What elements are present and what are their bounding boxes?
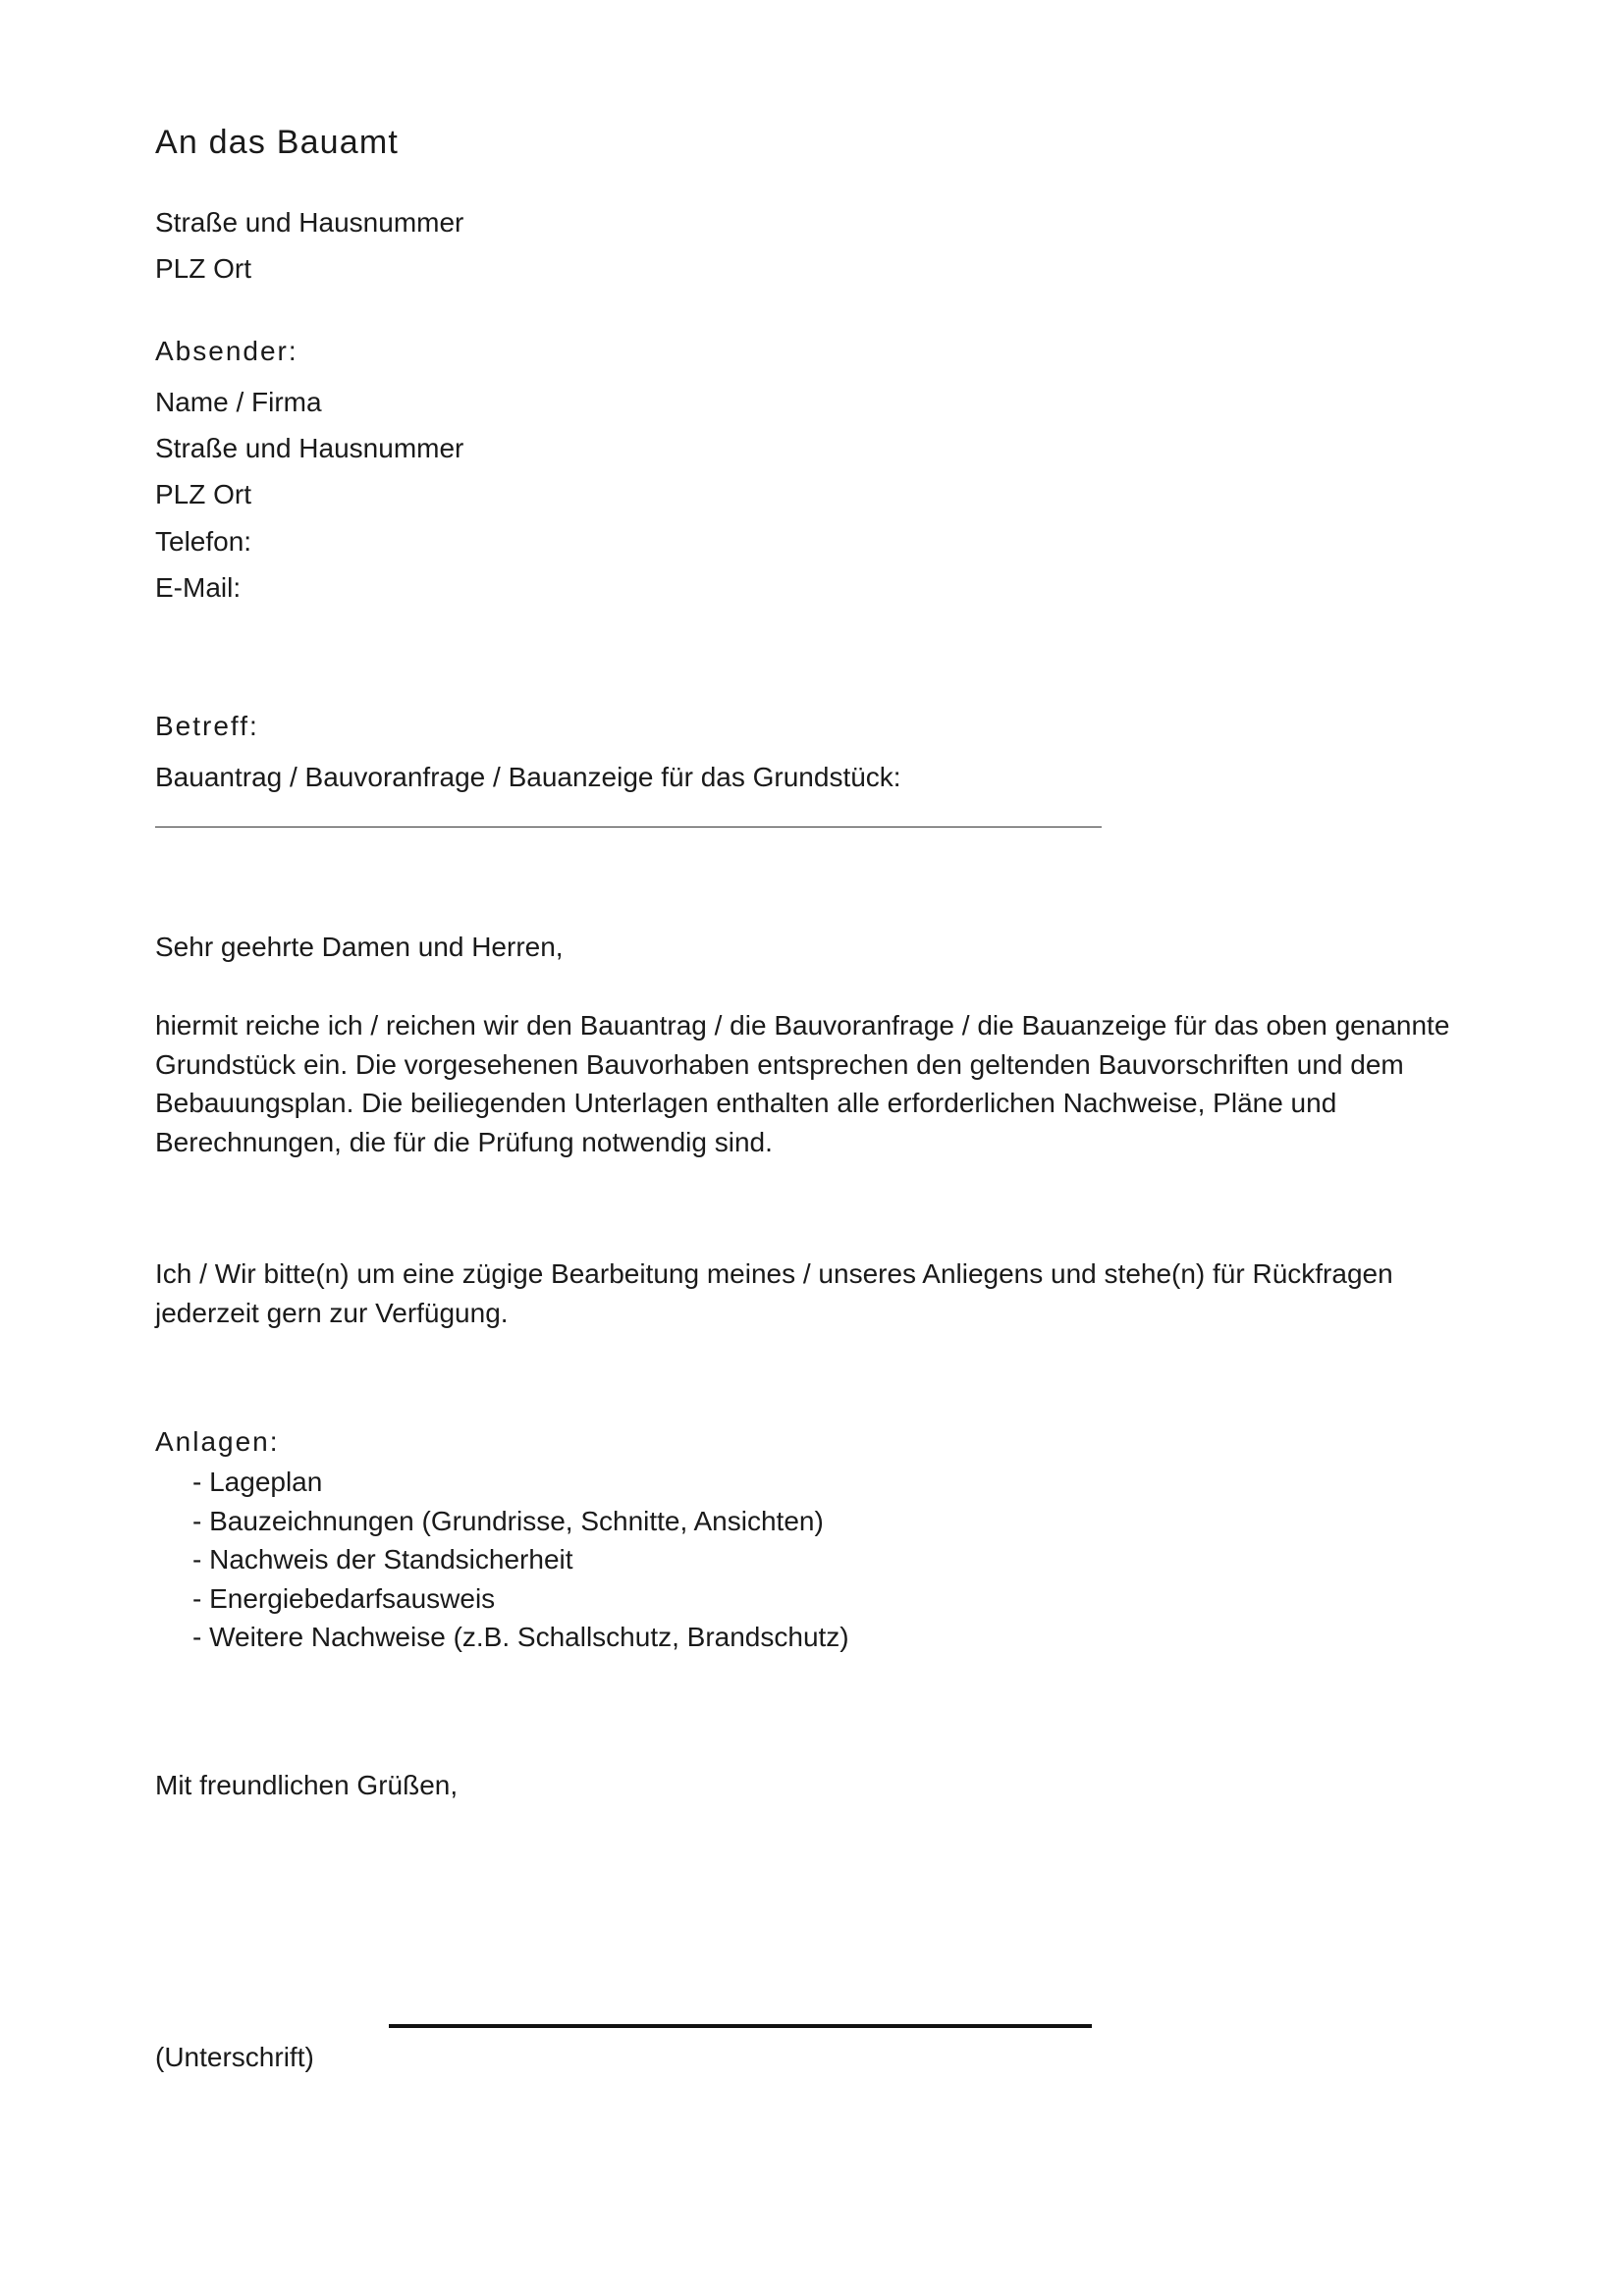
subject-text: Bauantrag / Bauvoranfrage / Bauanzeige für das Grundstück: bbox=[155, 762, 901, 792]
signature-label: (Unterschrift) bbox=[155, 2042, 314, 2072]
sender-email: E-Mail: bbox=[155, 572, 242, 603]
recipient-title: An das Bauamt bbox=[155, 124, 400, 161]
sender-label: Absender: bbox=[155, 336, 298, 366]
salutation: Sehr geehrte Damen und Herren, bbox=[155, 932, 564, 962]
list-item: - Weitere Nachweise (z.B. Schallschutz, Brandschutz) bbox=[192, 1622, 849, 1652]
sender-city: PLZ Ort bbox=[155, 479, 252, 509]
paragraph-line: Berechnungen, die für die Prüfung notwendig sind. bbox=[155, 1126, 773, 1157]
sender-street: Straße und Hausnummer bbox=[155, 433, 464, 463]
subject-label: Betreff: bbox=[155, 711, 259, 741]
list-item: - Energiebedarfsausweis bbox=[192, 1582, 496, 1614]
attachments-label: Anlagen: bbox=[155, 1426, 280, 1457]
attachments-list bbox=[192, 1463, 849, 1657]
paragraph-line: jederzeit gern zur Verfügung. bbox=[155, 1297, 509, 1328]
recipient-street: Straße und Hausnummer bbox=[155, 207, 464, 238]
sender-name: Name / Firma bbox=[155, 387, 322, 417]
signature-line bbox=[389, 2024, 1092, 2028]
body-paragraph-1 bbox=[155, 1006, 1471, 1161]
body-paragraph-2 bbox=[155, 1255, 1471, 1332]
sender-phone: Telefon: bbox=[155, 526, 252, 557]
recipient-city: PLZ Ort bbox=[155, 253, 252, 284]
closing-greeting: Mit freundlichen Grüßen, bbox=[155, 1770, 459, 1800]
paragraph-line: Ich / Wir bitte(n) um eine zügige Bearbeitung meines / unseres Anliegens und stehe(n) für Rückfragen bbox=[155, 1258, 1393, 1289]
subject-underline bbox=[155, 827, 1102, 828]
paragraph-line: Grundstück ein. Die vorgesehenen Bauvorhaben entsprechen den geltenden Bauvorschriften und dem bbox=[155, 1048, 1404, 1080]
list-item: - Lageplan bbox=[192, 1467, 323, 1497]
paragraph-line: Bebauungsplan. Die beiliegenden Unterlagen enthalten alle erforderlichen Nachweise, Pläne und bbox=[155, 1088, 1337, 1118]
list-item: - Bauzeichnungen (Grundrisse, Schnitte, Ansichten) bbox=[192, 1505, 824, 1536]
paragraph-line: hiermit reiche ich / reichen wir den Bauantrag / die Bauvoranfrage / die Bauanzeige für das oben genannte bbox=[155, 1010, 1450, 1041]
list-item: - Nachweis der Standsicherheit bbox=[192, 1544, 573, 1575]
